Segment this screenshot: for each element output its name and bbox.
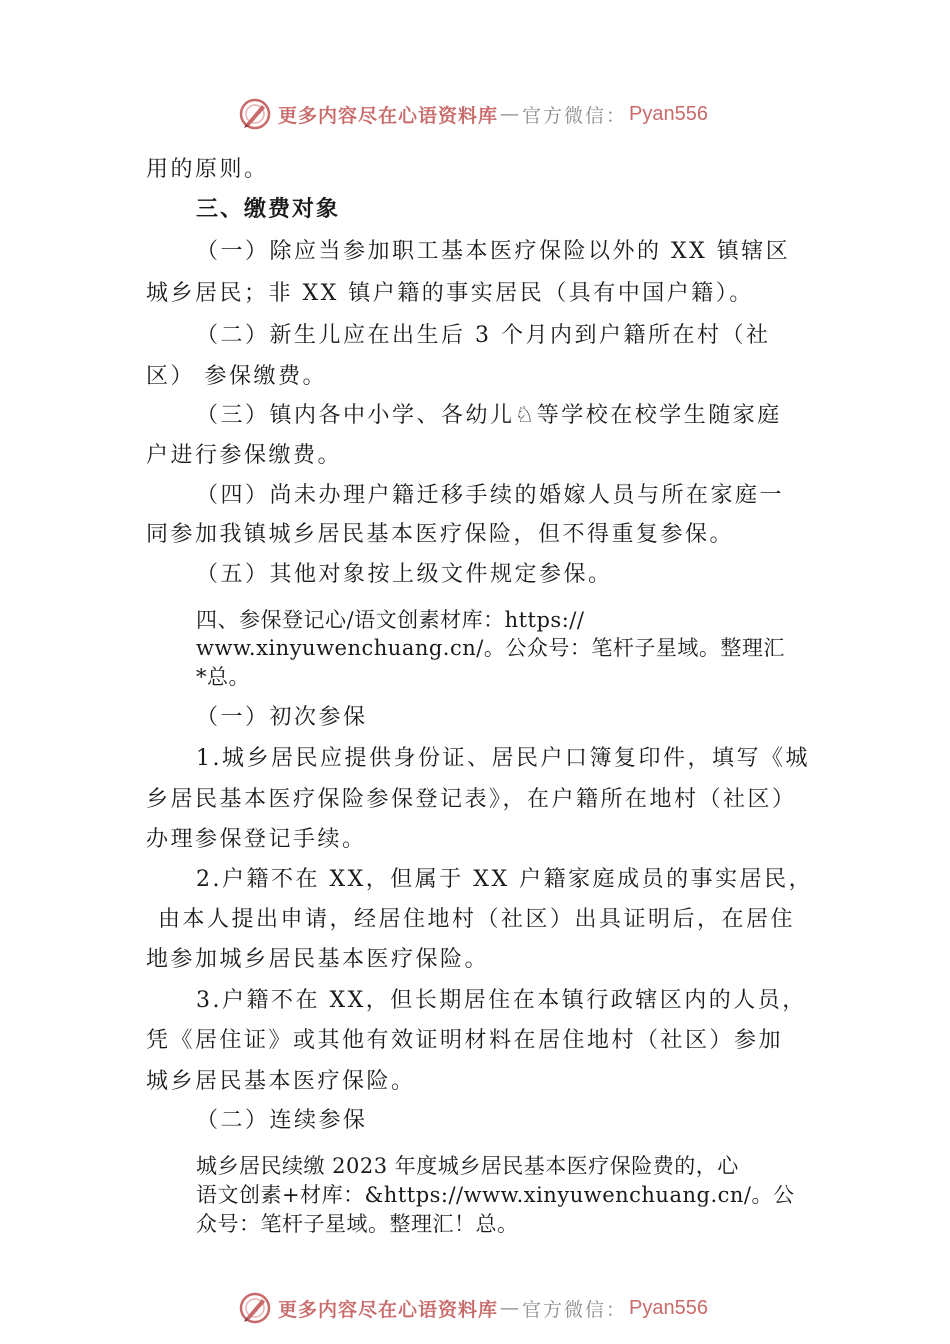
body-line: 1.城乡居民应提供身份证、居民户口簿复印件，填写《城 (196, 746, 810, 771)
page-footer-watermark (238, 1290, 708, 1326)
body-line: 语文创素+材库：&https://www.xinyuwenchuang.cn/。公 (196, 1183, 795, 1207)
header-site-name: 更多内容尽在心语资料库 (278, 104, 499, 127)
body-line: （二）新生儿应在出生后 3 个月内到户籍所在村（社 (196, 323, 771, 348)
page-header-watermark (238, 96, 708, 132)
body-line: 用的原则。 (146, 157, 269, 182)
body-line: （一）除应当参加职工基本医疗保险以外的 XX 镇辖区 (196, 239, 791, 264)
body-line: 户进行参保缴费。 (146, 443, 343, 468)
body-line: （三）镇内各中小学、各幼儿♘等学校在校学生随家庭 (196, 403, 782, 428)
body-line: 乡居民基本医疗保险参保登记表》，在户籍所在地村（社区） (146, 787, 797, 812)
body-line: 城乡居民；非 XX 镇户籍的事实居民（具有中国户籍）。 (146, 281, 754, 306)
body-line: 凭《居住证》或其他有效证明材料在居住地村（社区）参加 (146, 1028, 784, 1053)
footer-wechat-id: Pyan556 (629, 1296, 708, 1319)
footer-wechat-label: 官方微信： (522, 1298, 628, 1321)
pen-logo-icon (238, 97, 272, 131)
body-line: 四、参保登记心/语文创素材库：https:// (196, 608, 585, 632)
body-line: 地参加城乡居民基本医疗保险。 (146, 947, 490, 972)
body-line: 办理参保登记手续。 (146, 827, 367, 852)
body-line: www.xinyuwenchuang.cn/。公众号：笔杆子星域。整理汇 (196, 636, 785, 660)
body-line: *总。 (196, 665, 250, 689)
body-line: （四）尚未办理户籍迁移手续的婚嫁人员与所在家庭一 (196, 483, 785, 508)
header-wechat-label: 官方微信： (522, 104, 628, 127)
section-heading: 三、缴费对象 (196, 197, 341, 222)
body-line: 区） 参保缴费。 (146, 364, 327, 389)
footer-site-name: 更多内容尽在心语资料库 (278, 1298, 499, 1321)
body-line: 3.户籍不在 XX，但长期居住在本镇行政辖区内的人员， (196, 988, 807, 1013)
body-line: 由本人提出申请，经居住地村（社区）出具证明后，在居住 (158, 907, 796, 932)
pen-logo-icon (238, 1291, 272, 1325)
header-separator: — (500, 103, 521, 125)
header-wechat-id: Pyan556 (629, 102, 708, 125)
footer-separator: — (500, 1297, 521, 1319)
body-line: 众号：笔杆子星域。整理汇！总。 (196, 1212, 519, 1236)
body-line: （五）其他对象按上级文件规定参保。 (196, 562, 613, 587)
body-line: 同参加我镇城乡居民基本医疗保险，但不得重复参保。 (146, 522, 735, 547)
body-line: 2.户籍不在 XX，但属于 XX 户籍家庭成员的事实居民， (196, 867, 814, 892)
subsection-heading: （一）初次参保 (196, 705, 368, 730)
subsection-heading: （二）连续参保 (196, 1108, 368, 1133)
body-line: 城乡居民续缴 2023 年度城乡居民基本医疗保险费的，心 (196, 1154, 739, 1178)
body-line: 城乡居民基本医疗保险。 (146, 1069, 416, 1094)
